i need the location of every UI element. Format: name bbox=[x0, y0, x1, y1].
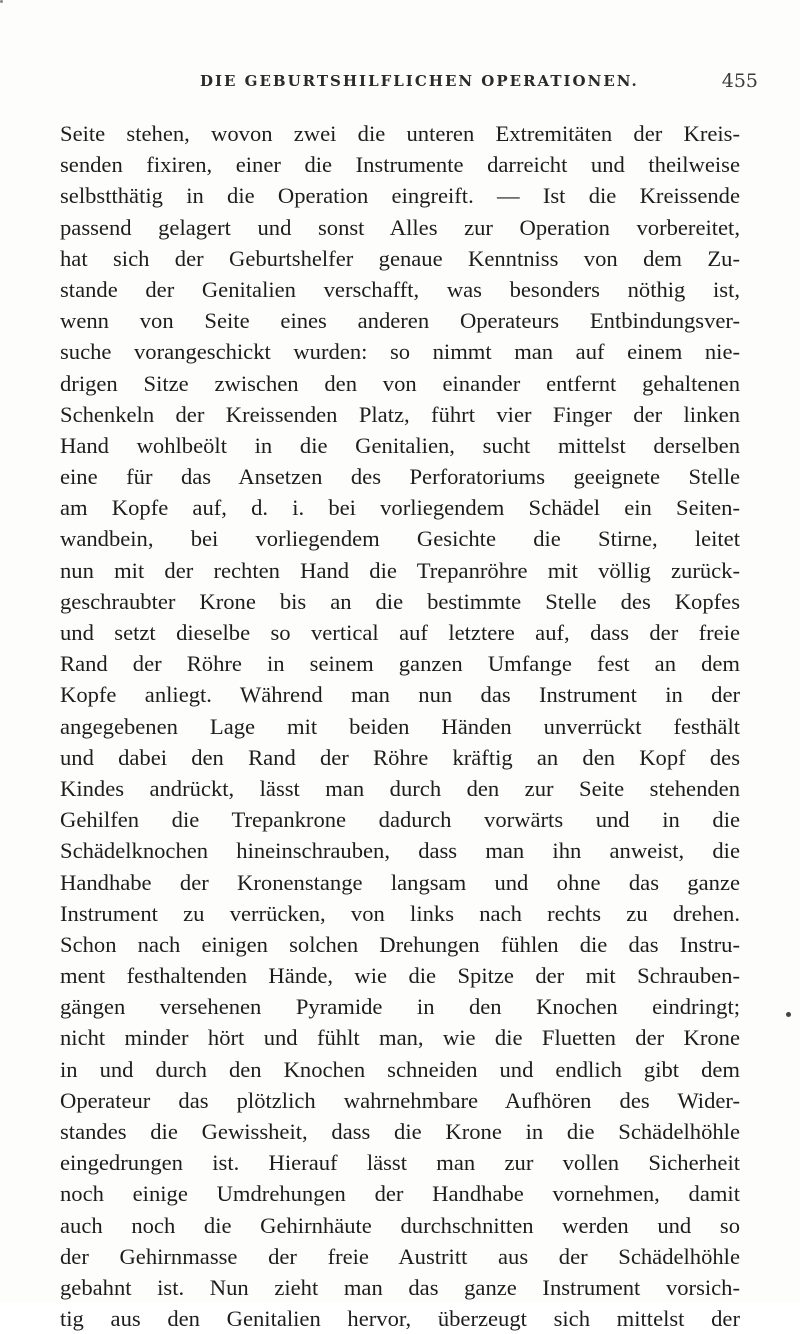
text-line: Rand der Röhre in seinem ganzen Umfange fest an dem bbox=[60, 651, 740, 677]
text-line: Schenkeln der Kreissenden Platz, führt vier Finger der linken bbox=[60, 401, 740, 427]
running-title: DIE GEBURTSHILFLICHEN OPERATIONEN. bbox=[200, 72, 639, 90]
text-line: senden fixiren, einer die Instrumente darreicht und theilweise bbox=[60, 152, 740, 178]
text-line: angegebenen Lage mit beiden Händen unverrückt festhält bbox=[60, 713, 740, 739]
page-number: 455 bbox=[721, 70, 758, 92]
text-line: Operateur das plötzlich wahrnehmbare Aufhören des Wider- bbox=[60, 1087, 740, 1113]
text-line: Gehilfen die Trepankrone dadurch vorwärts und in die bbox=[60, 807, 740, 833]
text-line: hat sich der Geburtshelfer genaue Kenntniss von dem Zu- bbox=[60, 245, 740, 271]
text-line: suche vorangeschickt wurden: so nimmt man auf einem nie- bbox=[60, 339, 740, 365]
text-line: passend gelagert und sonst Alles zur Operation vorbereitet, bbox=[60, 214, 740, 240]
text-line: Seite stehen, wovon zwei die unteren Extremitäten der Kreis- bbox=[60, 121, 740, 146]
corner-speck bbox=[0, 0, 3, 3]
text-line: wandbein, bei vorliegendem Gesichte die Stirne, leitet bbox=[60, 526, 740, 552]
text-line: gebahnt ist. Nun zieht man das ganze Instrument vorsich- bbox=[60, 1274, 740, 1300]
text-line: Handhabe der Kronenstange langsam und ohne das ganze bbox=[60, 869, 740, 895]
text-line: Kindes andrückt, lässt man durch den zur Seite stehenden bbox=[60, 775, 740, 801]
text-line: am Kopfe auf, d. i. bei vorliegendem Schädel ein Seiten- bbox=[60, 495, 740, 521]
text-line: nun mit der rechten Hand die Trepanröhre mit völlig zurück- bbox=[60, 557, 740, 583]
text-line: gängen versehenen Pyramide in den Knochen eindringt; bbox=[60, 994, 740, 1020]
text-line: und setzt dieselbe so vertical auf letztere auf, dass der freie bbox=[60, 620, 740, 645]
text-line: selbstthätig in die Operation eingreift. — Ist die Kreissende bbox=[60, 183, 740, 209]
text-line: Hand wohlbeölt in die Genitalien, sucht mittelst derselben bbox=[60, 432, 740, 458]
text-line: eine für das Ansetzen des Perforatoriums geeignete Stelle bbox=[60, 464, 740, 490]
text-line: der Gehirnmasse der freie Austritt aus der Schädelhöhle bbox=[60, 1243, 740, 1269]
text-line: auch noch die Gehirnhäute durchschnitten werden und so bbox=[60, 1212, 740, 1238]
text-line: Schon nach einigen solchen Drehungen fühlen die das Instru- bbox=[60, 931, 740, 957]
text-line: geschraubter Krone bis an die bestimmte Stelle des Kopfes bbox=[60, 588, 740, 614]
text-line: noch einige Umdrehungen der Handhabe vornehmen, damit bbox=[60, 1181, 740, 1207]
text-line: wenn von Seite eines anderen Operateurs Entbindungsver- bbox=[60, 308, 740, 334]
text-line: drigen Sitze zwischen den von einander entfernt gehaltenen bbox=[60, 370, 740, 396]
text-line: Kopfe anliegt. Während man nun das Instrument in der bbox=[60, 682, 740, 708]
text-line: nicht minder hört und fühlt man, wie die Fluetten der Krone bbox=[60, 1025, 740, 1051]
text-line: Schädelknochen hineinschrauben, dass man ihn anweist, die bbox=[60, 838, 740, 864]
text-line: tig aus den Genitalien hervor, überzeugt sich mittelst der bbox=[60, 1306, 740, 1332]
text-line: ment festhaltenden Hände, wie die Spitze der mit Schrauben- bbox=[60, 963, 740, 989]
margin-speck bbox=[786, 1012, 791, 1017]
running-head bbox=[40, 72, 780, 98]
body-text bbox=[60, 118, 740, 1334]
text-line: eingedrungen ist. Hierauf lässt man zur vollen Sicherheit bbox=[60, 1150, 740, 1176]
text-line: in und durch den Knochen schneiden und endlich gibt dem bbox=[60, 1056, 740, 1082]
text-line: und dabei den Rand der Röhre kräftig an den Kopf des bbox=[60, 744, 740, 770]
text-line: Instrument zu verrücken, von links nach rechts zu drehen. bbox=[60, 900, 740, 926]
text-line: stande der Genitalien verschafft, was besonders nöthig ist, bbox=[60, 276, 740, 302]
text-line: standes die Gewissheit, dass die Krone in die Schädelhöhle bbox=[60, 1119, 740, 1144]
